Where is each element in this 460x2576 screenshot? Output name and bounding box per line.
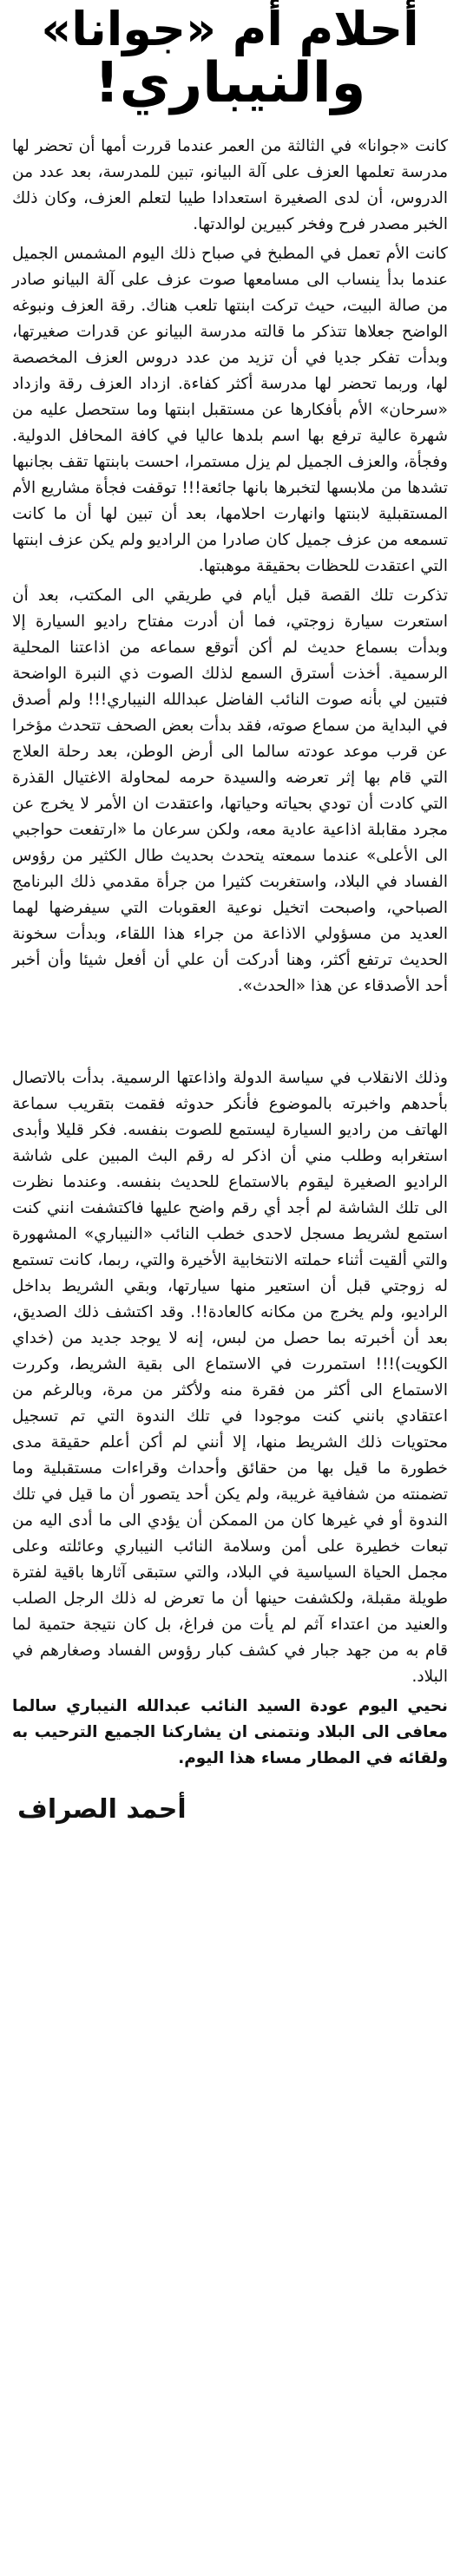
paragraph: كانت الأم تعمل في المطبخ في صباح ذلك اليوم المشمس الجميل عندما بدأ ينساب الى مسامعها صوت عزف على آلة البيانو صادر من صالة البيت، حيث تركت ابنتها تلعب هناك. رقة العزف ونبوغه الواضح جعلاها تتذكر ما قالته مدرسة البيانو عن قدرات صغيرتها، وبدأت تفكر جديا في أن تزيد من عدد دروس العزف المخصصة لها، وربما تحضر لها مدرسة أكثر كفاءة. ازداد العزف رقة وازداد «سرحان» الأم بأفكارها عن مستقبل ابنتها وما ستحصل عليه من شهرة عالية ترفع بها اسم بلدها عاليا في كافة المحافل الدولية. وفجأة، والعزف الجميل لم يزل مستمرا، احست بابنتها تقف بجانبها تشدها من ملابسها لتخبرها بانها جائعة!!! توقفت فجأة مشاريع الأم المستقبلية لابنتها وانهارت احلامها، بعد أن تبين لها أن ما كانت تسمعه من عزف جميل كان صادرا من الراديو ولم يكن عزف ابنتها التي اعتقدت للحظات بحقيقة موهبتها.	[12, 244, 448, 575]
paragraph: تذكرت تلك القصة قبل أيام في طريقي الى المكتب، بعد أن استعرت سيارة زوجتي، فما أن أدرت مفتاح راديو السيارة إلا وبدأت بسماع حديث لم أكن أتوقع سماعه من اذاعتنا المحلية الرسمية. أخذت أسترق السمع لذلك الصوت ذي النبرة الواضحة فتبين لي بأنه صوت النائب الفاضل عبدالله النيباري!!! ولم أصدق في البداية من سماع صوته، فقد بدأت بعض الصحف تتحدث مؤخرا عن قرب موعد عودته سالما الى أرض الوطن، بعد رحلة العلاج التي قام بها إثر تعرضه والسيدة حرمه لمحاولة الاغتيال القذرة التي كادت أن تودي بحياته وحياتها، واعتقدت ان الأمر لا يخرج عن مجرد مقابلة اذاعية عادية معه، ولكن سرعان ما «ارتفعت حواجبي الى الأعلى» عندما سمعته يتحدث بحديث طال الكثير من رؤوس الفساد في البلاد، واستغربت كثيرا من جرأة مقدمي ذلك البرنامج الصباحي، واصبحت اتخيل نوعية العقوبات التي سيفرضها لهما العديد من مسؤولي الاذاعة من جراء هذا اللقاء، وبدأت سخونة الحديث ترتفع أكثر، وهنا أدركت أن علي أن أفعل شيئا وأن أخبر أحد الأصدقاء عن هذا «الحدث».	[12, 586, 448, 995]
headline-line-1: أحلام أم «جوانا»	[41, 2, 419, 56]
paragraph: كانت «جوانا» في الثالثة من العمر عندما قررت أمها أن تحضر لها مدرسة تعلمها العزف على آلة البيانو، تبين للمدرسة، بعد عدد من الدروس، أن لدى الصغيرة استعدادا طيبا لتعلم العزف، وكان ذلك الخبر مصدر فرح وفخر كبيرين لوالدتها.	[12, 136, 448, 233]
author-byline: أحمد الصراف	[17, 1793, 187, 1825]
closing-paragraph: نحيي اليوم عودة السيد النائب عبدالله النيباري سالما معافى الى البلاد ونتمنى ان يشاركنا الجميع الترحيب به ولقائه في المطار مساء هذا اليوم.	[12, 1696, 448, 1767]
column-break	[12, 1003, 448, 1065]
article-body-top	[12, 134, 448, 1000]
paragraph: وذلك الانقلاب في سياسة الدولة واذاعتها الرسمية. بدأت بالاتصال بأحدهم واخبرته بالموضوع فأنكر حدوثه فقمت بتقريب سماعة الهاتف من راديو السيارة ليستمع للصوت بنفسه. فكر قليلا وأبدى استغرابه وطلب مني أن اذكر له رقم البث المبين على شاشة الراديو الصغيرة ليقوم بالاستماع للحديث بنفسه. وعندما نظرت الى تلك الشاشة لم أجد أي رقم واضح عليها فاكتشفت انني كنت استمع لشريط مسجل لاحدى خطب النائب «النيباري» المشهورة والتي ألقيت أثناء حملته الانتخابية الأخيرة والتي، ربما، كانت تستمع له زوجتي قبل أن استعير منها سيارتها، وبقي الشريط بداخل الراديو، ولم يخرج من مكانه كالعادة!!. وقد اكتشف ذلك الصديق، بعد أن أخبرته بما حصل من لبس، إنه لا يوجد جديد من (خداي الكويت)!!! استمررت في الاستماع الى بقية الشريط، وكررت الاستماع الى أكثر من فقرة منه ولأكثر من مرة، وبالرغم من اعتقادي بانني كنت موجودا في تلك الندوة التي تم تسجيل محتويات ذلك الشريط منها، إلا أنني لم أكن أعلم حقيقة مدى خطورة ما قيل بها من حقائق وأحداث وقراءات مستقبلية وما تضمنته من شفافية غريبة، ولم يكن أحد يتصور أن ما قيل في تلك الندوة أو في غيرها كان من الممكن أن يؤدي الى ما أدى اليه من تبعات خطيرة على أمن وسلامة النائب النيباري وعائلته وعلى مجمل الحياة السياسية في البلاد، والتي ستبقى آثارها باقية لفترة طويلة مقبلة، ولكشفت حينها أن ما تعرض له ذلك الرجل الصلب والعنيد من اعتداء آثم لم يأت من فراغ، بل كان نتيجة حتمية لما قام به من جهد جبار في كشف كبار رؤوس الفساد وصغارهم في البلاد.	[12, 1068, 448, 1686]
headline-line-2: والنيباري!	[94, 50, 366, 115]
article-body-bottom	[12, 1065, 448, 1772]
article-headline	[12, 0, 448, 113]
